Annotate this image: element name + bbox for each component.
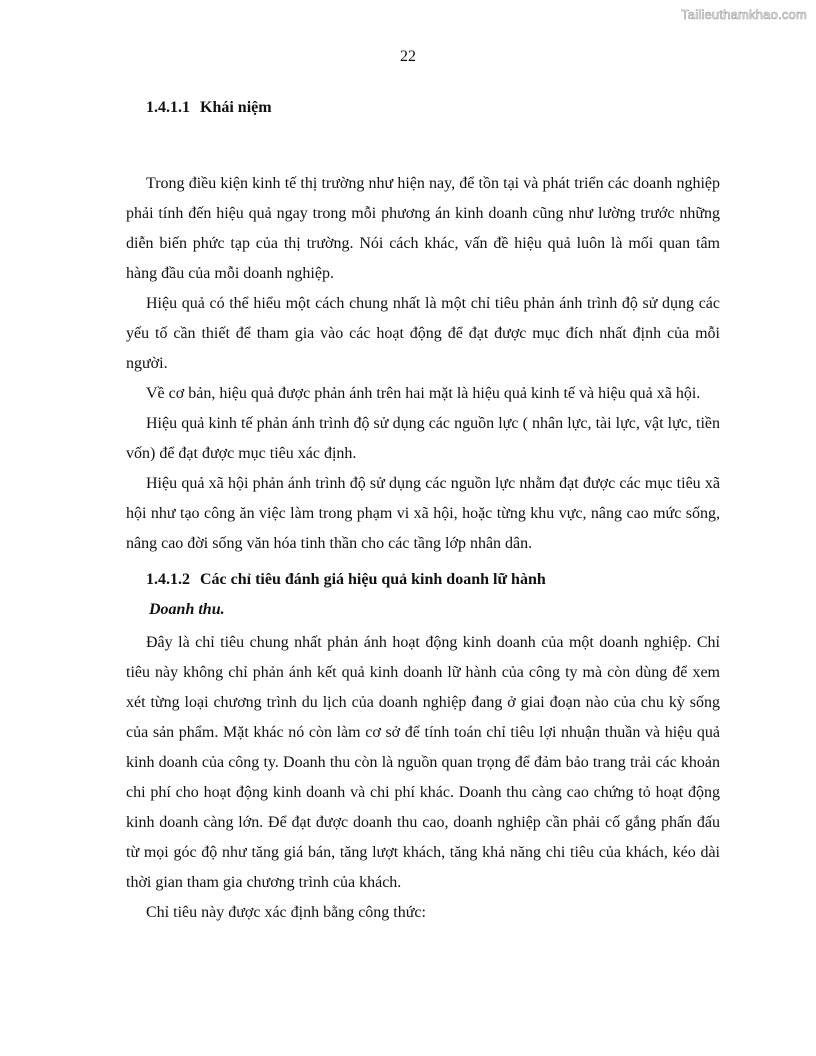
paragraph: Hiệu quả có thể hiểu một cách chung nhất là một chỉ tiêu phản ánh trình độ sử dụng các yếu tố cần thiết để tham gia vào các hoạt động để đạt được mục đích nhất định của mỗi người. [126,295,720,372]
subheading-doanh-thu: Doanh thu. [149,601,225,618]
paragraph: Về cơ bản, hiệu quả được phản ánh trên hai mặt là hiệu quả kinh tế và hiệu quả xã hội. [146,385,701,402]
paragraph: Chỉ tiêu này được xác định bằng công thức: [146,904,426,921]
section-heading-1-4-1-2 [146,569,720,591]
paragraph: Hiệu quả kinh tế phản ánh trình độ sử dụng các nguồn lực ( nhân lực, tài lực, vật lực, tiền vốn) để đạt được mục tiêu xác định. [126,415,720,462]
page-number: 22 [400,48,416,65]
section-title: Các chỉ tiêu đánh giá hiệu quả kinh doanh lữ hành [200,571,546,588]
section-number: 1.4.1.1 [146,99,190,116]
section-heading-1-4-1-1 [146,97,720,119]
paragraph: Trong điều kiện kinh tế thị trường như hiện nay, để tồn tại và phát triển các doanh nghiệp phải tính đến hiệu quả ngay trong mỗi phương án kinh doanh cũng như lường trước những diễn biến phức tạp của thị trường. Nói cách khác, vấn đề hiệu quả luôn là mối quan tâm hàng đầu của mỗi doanh nghiệp. [126,175,720,282]
watermark: Tailieuthamkhao.com [681,7,807,22]
document-body [126,97,720,928]
section-number: 1.4.1.2 [146,571,190,588]
paragraph: Hiệu quả xã hội phản ánh trình độ sử dụng các nguồn lực nhằm đạt được các mục tiêu xã hội như tạo công ăn việc làm trong phạm vi xã hội, hoặc từng khu vực, nâng cao mức sống, nâng cao đời sống văn hóa tinh thần cho các tầng lớp nhân dân. [126,475,720,552]
section-title: Khái niệm [200,99,272,116]
paragraph: Đây là chỉ tiêu chung nhất phản ánh hoạt động kinh doanh của một doanh nghiệp. Chỉ tiêu này không chỉ phản ánh kết quả kinh doanh lữ hành của công ty mà còn dùng để xem xét từng loại chương trình du lịch của doanh nghiệp đang ở giai đoạn nào của chu kỳ sống của sản phẩm. Mặt khác nó còn làm cơ sở để tính toán chỉ tiêu lợi nhuận thuần và hiệu quả kinh doanh của công ty. Doanh thu còn là nguồn quan trọng để đảm bảo trang trải các khoản chi phí cho hoạt động kinh doanh và chi phí khác. Doanh thu càng cao chứng tỏ hoạt động kinh doanh càng lớn. Để đạt được doanh thu cao, doanh nghiệp cần phải cố gắng phấn đấu từ mọi góc độ như tăng giá bán, tăng lượt khách, tăng khả năng chi tiêu của khách, kéo dài thời gian tham gia chương trình của khách. [126,634,720,891]
